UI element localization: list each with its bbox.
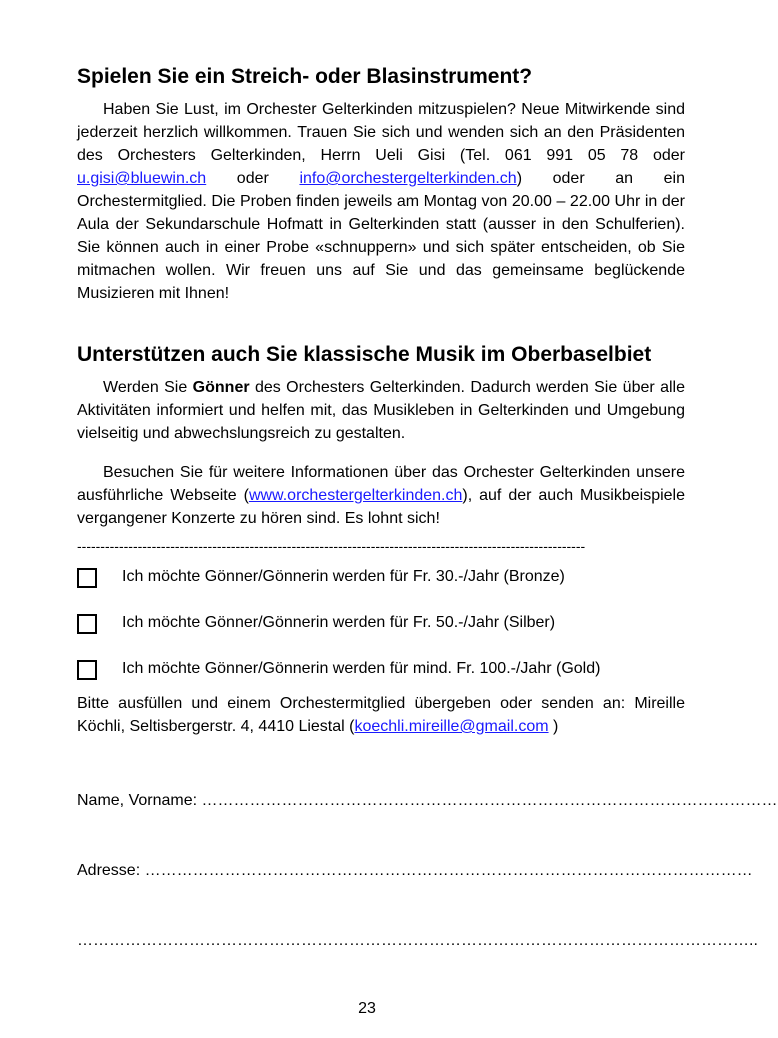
website-link[interactable]: www.orchestergelterkinden.ch bbox=[248, 487, 463, 504]
option-label: Ich möchte Gönner/Gönnerin werden für Fr. 50.-/Jahr (Silber) bbox=[122, 614, 556, 631]
bold-term: Gönner bbox=[192, 379, 250, 396]
page-number: 23 bbox=[358, 1000, 376, 1017]
text-segment: Werden Sie bbox=[103, 379, 193, 396]
section-title-support: Unterstützen auch Sie klassische Musik im Oberbaselbiet bbox=[77, 343, 652, 366]
text-segment: Bitte ausfüllen und einem Orchestermitglied übergeben oder senden an: Mireille Köchli, Seltisbergerstr. 4, 4410 Liestal ( bbox=[77, 695, 685, 735]
text-segment: des Orchesters Gelterkinden. Dadurch werden Sie über alle Aktivitäten informiert und helfen mit, das Musikleben in Gelterkinden und Umgebung vielseitig und abwechslungsreich zu gestalten. bbox=[77, 379, 685, 442]
checkbox[interactable] bbox=[77, 568, 97, 588]
text-segment: oder bbox=[206, 170, 300, 187]
text-segment: Haben Sie Lust, im Orchester Gelterkinden mitzuspielen? Neue Mitwirkende sind jederzeit herzlich willkommen. Trauen Sie sich und wenden sich an den Präsidenten des Orchesters Gelterkinden, Herrn Ueli Gisi (Tel. 061 991 05 78 oder bbox=[77, 101, 685, 164]
text-segment: ) bbox=[548, 718, 559, 735]
address-field[interactable]: Adresse: …………………………………………………………………………………………………… bbox=[77, 862, 753, 879]
option-gold[interactable] bbox=[77, 658, 685, 682]
section-paragraph-patron bbox=[77, 376, 685, 445]
text-segment: ), auf der auch Musikbeispiele vergangener Konzerte zu hören sind. Es lohnt sich! bbox=[77, 487, 685, 527]
option-silver[interactable] bbox=[77, 612, 685, 636]
section-paragraph-website bbox=[77, 461, 685, 530]
checkbox[interactable] bbox=[77, 660, 97, 680]
extra-address-line[interactable]: ……………………………………………………………………………………………………………….. bbox=[77, 932, 758, 949]
option-label: Ich möchte Gönner/Gönnerin werden für Fr. 30.-/Jahr (Bronze) bbox=[122, 568, 565, 585]
section-paragraph-instrument bbox=[77, 98, 685, 305]
cut-line-separator: ------------------------------------------------------------------------------------------------------------- bbox=[77, 538, 586, 554]
text-segment: Besuchen Sie für weitere Informationen über das Orchester Gelterkinden unsere ausführliche Webseite ( bbox=[77, 464, 685, 504]
send-instructions bbox=[77, 692, 685, 738]
name-field[interactable]: Name, Vorname: ……………………………………………………………………………………………… bbox=[77, 792, 778, 809]
email-link-koechli[interactable]: koechli.mireille@gmail.com bbox=[354, 718, 549, 735]
section-title-instrument: Spielen Sie ein Streich- oder Blasinstrument? bbox=[77, 65, 533, 88]
email-link-gisi[interactable]: u.gisi@bluewin.ch bbox=[77, 170, 207, 187]
option-label: Ich möchte Gönner/Gönnerin werden für mind. Fr. 100.-/Jahr (Gold) bbox=[122, 660, 601, 677]
email-link-info[interactable]: info@orchestergelterkinden.ch bbox=[299, 170, 517, 187]
option-bronze[interactable] bbox=[77, 566, 685, 590]
checkbox[interactable] bbox=[77, 614, 97, 634]
text-segment: ) oder an ein Orchestermitglied. Die Proben finden jeweils am Montag von 20.00 – 22.00 Uhr in der Aula der Sekundarschule Hofmatt in Gelterkinden statt (ausser in den Schulferien). Sie können auch in einer Probe «schnuppern» und sich später entscheiden, ob Sie mitmachen wollen. Wir freuen uns auf Sie und das gemeinsame beglückende Musizieren mit Ihnen! bbox=[77, 170, 685, 302]
